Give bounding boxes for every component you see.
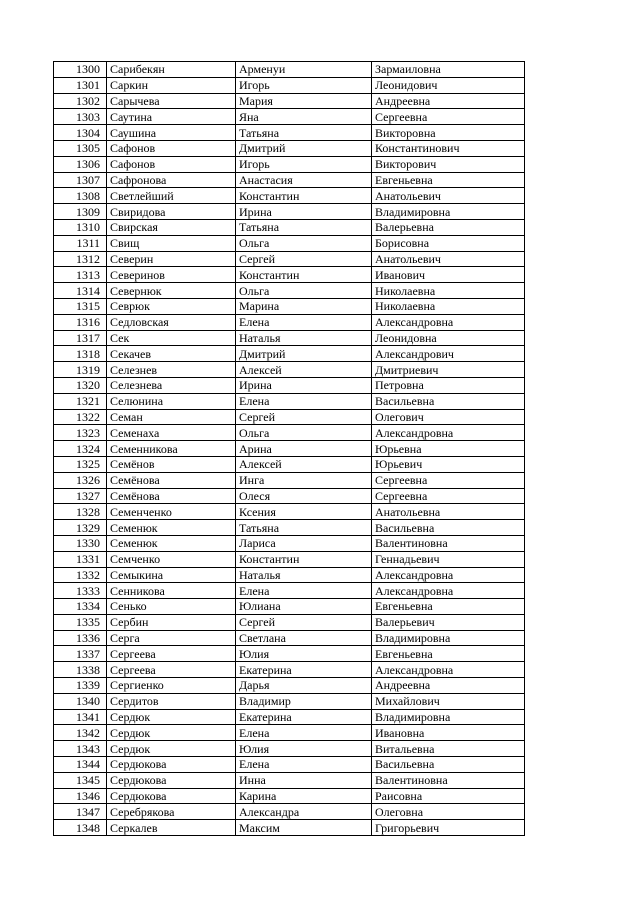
last-name-cell: Семан [107, 409, 236, 425]
patronymic-cell: Викторович [372, 156, 525, 172]
first-name-cell: Олеся [236, 488, 372, 504]
first-name-cell: Сергей [236, 409, 372, 425]
patronymic-cell: Петровна [372, 377, 525, 393]
patronymic-cell: Евгеньевна [372, 172, 525, 188]
last-name-cell: Серебрякова [107, 804, 236, 820]
patronymic-cell: Валерьевна [372, 219, 525, 235]
first-name-cell: Ирина [236, 204, 372, 220]
last-name-cell: Свирская [107, 219, 236, 235]
last-name-cell: Сафонов [107, 140, 236, 156]
first-name-cell: Татьяна [236, 520, 372, 536]
last-name-cell: Северин [107, 251, 236, 267]
patronymic-cell: Анатольевич [372, 251, 525, 267]
last-name-cell: Семёнова [107, 472, 236, 488]
first-name-cell: Юлия [236, 741, 372, 757]
table-row [54, 125, 525, 141]
last-name-cell: Свищ [107, 235, 236, 251]
table-row [54, 788, 525, 804]
table-row [54, 614, 525, 630]
patronymic-cell: Анатольевич [372, 188, 525, 204]
last-name-cell: Сек [107, 330, 236, 346]
first-name-cell: Елена [236, 725, 372, 741]
first-name-cell: Владимир [236, 693, 372, 709]
first-name-cell: Дмитрий [236, 140, 372, 156]
last-name-cell: Семыкина [107, 567, 236, 583]
row-number-cell: 1342 [54, 725, 107, 741]
last-name-cell: Сердюкова [107, 772, 236, 788]
table-row [54, 172, 525, 188]
patronymic-cell: Зармаиловна [372, 62, 525, 78]
roster-table-body [54, 62, 525, 836]
row-number-cell: 1341 [54, 709, 107, 725]
first-name-cell: Татьяна [236, 219, 372, 235]
row-number-cell: 1311 [54, 235, 107, 251]
table-row [54, 709, 525, 725]
last-name-cell: Семёнов [107, 456, 236, 472]
row-number-cell: 1320 [54, 377, 107, 393]
row-number-cell: 1301 [54, 77, 107, 93]
patronymic-cell: Константинович [372, 140, 525, 156]
last-name-cell: Сергеева [107, 662, 236, 678]
patronymic-cell: Олегович [372, 409, 525, 425]
row-number-cell: 1335 [54, 614, 107, 630]
table-row [54, 77, 525, 93]
row-number-cell: 1343 [54, 741, 107, 757]
row-number-cell: 1332 [54, 567, 107, 583]
patronymic-cell: Юрьевна [372, 441, 525, 457]
table-row [54, 504, 525, 520]
patronymic-cell: Васильевна [372, 757, 525, 773]
patronymic-cell: Валерьевич [372, 614, 525, 630]
row-number-cell: 1329 [54, 520, 107, 536]
patronymic-cell: Александровна [372, 662, 525, 678]
patronymic-cell: Александровна [372, 314, 525, 330]
table-row [54, 283, 525, 299]
table-row [54, 599, 525, 615]
table-row [54, 535, 525, 551]
last-name-cell: Семченко [107, 551, 236, 567]
table-row [54, 235, 525, 251]
first-name-cell: Константин [236, 551, 372, 567]
first-name-cell: Сергей [236, 614, 372, 630]
table-row [54, 551, 525, 567]
row-number-cell: 1340 [54, 693, 107, 709]
patronymic-cell: Борисовна [372, 235, 525, 251]
last-name-cell: Седловская [107, 314, 236, 330]
first-name-cell: Константин [236, 267, 372, 283]
table-row [54, 725, 525, 741]
table-row [54, 251, 525, 267]
first-name-cell: Марина [236, 298, 372, 314]
table-row [54, 188, 525, 204]
row-number-cell: 1306 [54, 156, 107, 172]
patronymic-cell: Валентиновна [372, 535, 525, 551]
patronymic-cell: Леонидович [372, 77, 525, 93]
patronymic-cell: Сергеевна [372, 109, 525, 125]
row-number-cell: 1345 [54, 772, 107, 788]
last-name-cell: Сенникова [107, 583, 236, 599]
first-name-cell: Константин [236, 188, 372, 204]
patronymic-cell: Александровна [372, 567, 525, 583]
patronymic-cell: Олеговна [372, 804, 525, 820]
row-number-cell: 1300 [54, 62, 107, 78]
row-number-cell: 1318 [54, 346, 107, 362]
table-row [54, 298, 525, 314]
row-number-cell: 1331 [54, 551, 107, 567]
first-name-cell: Мария [236, 93, 372, 109]
last-name-cell: Сафонов [107, 156, 236, 172]
patronymic-cell: Иванович [372, 267, 525, 283]
table-row [54, 741, 525, 757]
patronymic-cell: Евгеньевна [372, 599, 525, 615]
row-number-cell: 1337 [54, 646, 107, 662]
row-number-cell: 1310 [54, 219, 107, 235]
last-name-cell: Селезнева [107, 377, 236, 393]
patronymic-cell: Александровна [372, 425, 525, 441]
last-name-cell: Селезнев [107, 362, 236, 378]
last-name-cell: Серкалев [107, 820, 236, 836]
first-name-cell: Елена [236, 583, 372, 599]
patronymic-cell: Николаевна [372, 298, 525, 314]
row-number-cell: 1305 [54, 140, 107, 156]
table-row [54, 219, 525, 235]
row-number-cell: 1321 [54, 393, 107, 409]
first-name-cell: Юлия [236, 646, 372, 662]
last-name-cell: Сергиенко [107, 678, 236, 694]
row-number-cell: 1334 [54, 599, 107, 615]
last-name-cell: Севрюк [107, 298, 236, 314]
row-number-cell: 1326 [54, 472, 107, 488]
first-name-cell: Лариса [236, 535, 372, 551]
row-number-cell: 1302 [54, 93, 107, 109]
first-name-cell: Екатерина [236, 662, 372, 678]
table-row [54, 488, 525, 504]
table-row [54, 804, 525, 820]
row-number-cell: 1314 [54, 283, 107, 299]
first-name-cell: Алексей [236, 456, 372, 472]
patronymic-cell: Раисовна [372, 788, 525, 804]
row-number-cell: 1319 [54, 362, 107, 378]
patronymic-cell: Юрьевич [372, 456, 525, 472]
first-name-cell: Ольга [236, 235, 372, 251]
row-number-cell: 1304 [54, 125, 107, 141]
row-number-cell: 1325 [54, 456, 107, 472]
row-number-cell: 1317 [54, 330, 107, 346]
table-row [54, 409, 525, 425]
last-name-cell: Секачев [107, 346, 236, 362]
row-number-cell: 1346 [54, 788, 107, 804]
first-name-cell: Елена [236, 757, 372, 773]
patronymic-cell: Васильевна [372, 520, 525, 536]
row-number-cell: 1315 [54, 298, 107, 314]
patronymic-cell: Николаевна [372, 283, 525, 299]
table-row [54, 456, 525, 472]
last-name-cell: Сарычева [107, 93, 236, 109]
first-name-cell: Елена [236, 314, 372, 330]
last-name-cell: Семёнова [107, 488, 236, 504]
table-row [54, 156, 525, 172]
table-row [54, 62, 525, 78]
first-name-cell: Инга [236, 472, 372, 488]
last-name-cell: Саутина [107, 109, 236, 125]
first-name-cell: Александра [236, 804, 372, 820]
patronymic-cell: Сергеевна [372, 488, 525, 504]
patronymic-cell: Владимировна [372, 709, 525, 725]
table-row [54, 520, 525, 536]
row-number-cell: 1324 [54, 441, 107, 457]
last-name-cell: Семенюк [107, 520, 236, 536]
table-row [54, 646, 525, 662]
table-row [54, 630, 525, 646]
last-name-cell: Сарибекян [107, 62, 236, 78]
roster-table [53, 61, 525, 836]
table-row [54, 425, 525, 441]
row-number-cell: 1327 [54, 488, 107, 504]
first-name-cell: Игорь [236, 77, 372, 93]
table-row [54, 93, 525, 109]
last-name-cell: Серга [107, 630, 236, 646]
row-number-cell: 1333 [54, 583, 107, 599]
table-row [54, 314, 525, 330]
row-number-cell: 1339 [54, 678, 107, 694]
last-name-cell: Сердюкова [107, 757, 236, 773]
first-name-cell: Юлиана [236, 599, 372, 615]
last-name-cell: Северинов [107, 267, 236, 283]
row-number-cell: 1328 [54, 504, 107, 520]
row-number-cell: 1338 [54, 662, 107, 678]
patronymic-cell: Геннадьевич [372, 551, 525, 567]
patronymic-cell: Витальевна [372, 741, 525, 757]
last-name-cell: Селюнина [107, 393, 236, 409]
row-number-cell: 1313 [54, 267, 107, 283]
first-name-cell: Дарья [236, 678, 372, 694]
table-row [54, 772, 525, 788]
patronymic-cell: Евгеньевна [372, 646, 525, 662]
patronymic-cell: Александрович [372, 346, 525, 362]
patronymic-cell: Андреевна [372, 678, 525, 694]
table-row [54, 109, 525, 125]
table-row [54, 678, 525, 694]
patronymic-cell: Валентиновна [372, 772, 525, 788]
first-name-cell: Ксения [236, 504, 372, 520]
patronymic-cell: Ивановна [372, 725, 525, 741]
patronymic-cell: Владимировна [372, 630, 525, 646]
table-row [54, 362, 525, 378]
row-number-cell: 1330 [54, 535, 107, 551]
first-name-cell: Инна [236, 772, 372, 788]
first-name-cell: Игорь [236, 156, 372, 172]
table-row [54, 472, 525, 488]
last-name-cell: Сердюкова [107, 788, 236, 804]
row-number-cell: 1344 [54, 757, 107, 773]
first-name-cell: Яна [236, 109, 372, 125]
first-name-cell: Дмитрий [236, 346, 372, 362]
patronymic-cell: Андреевна [372, 93, 525, 109]
table-row [54, 377, 525, 393]
first-name-cell: Максим [236, 820, 372, 836]
row-number-cell: 1336 [54, 630, 107, 646]
table-row [54, 346, 525, 362]
patronymic-cell: Викторовна [372, 125, 525, 141]
row-number-cell: 1308 [54, 188, 107, 204]
table-row [54, 820, 525, 836]
table-row [54, 204, 525, 220]
first-name-cell: Арина [236, 441, 372, 457]
row-number-cell: 1307 [54, 172, 107, 188]
last-name-cell: Светлейший [107, 188, 236, 204]
first-name-cell: Арменуи [236, 62, 372, 78]
row-number-cell: 1348 [54, 820, 107, 836]
first-name-cell: Сергей [236, 251, 372, 267]
patronymic-cell: Дмитриевич [372, 362, 525, 378]
row-number-cell: 1303 [54, 109, 107, 125]
table-row [54, 393, 525, 409]
first-name-cell: Екатерина [236, 709, 372, 725]
table-row [54, 567, 525, 583]
last-name-cell: Саркин [107, 77, 236, 93]
row-number-cell: 1312 [54, 251, 107, 267]
patronymic-cell: Сергеевна [372, 472, 525, 488]
table-row [54, 662, 525, 678]
table-row [54, 441, 525, 457]
patronymic-cell: Леонидовна [372, 330, 525, 346]
last-name-cell: Саушина [107, 125, 236, 141]
row-number-cell: 1309 [54, 204, 107, 220]
first-name-cell: Татьяна [236, 125, 372, 141]
first-name-cell: Ольга [236, 283, 372, 299]
last-name-cell: Сергеева [107, 646, 236, 662]
first-name-cell: Карина [236, 788, 372, 804]
first-name-cell: Ирина [236, 377, 372, 393]
patronymic-cell: Григорьевич [372, 820, 525, 836]
patronymic-cell: Анатольевна [372, 504, 525, 520]
last-name-cell: Семенаха [107, 425, 236, 441]
last-name-cell: Сафронова [107, 172, 236, 188]
last-name-cell: Сердюк [107, 741, 236, 757]
last-name-cell: Семенченко [107, 504, 236, 520]
first-name-cell: Анастасия [236, 172, 372, 188]
last-name-cell: Сердюк [107, 709, 236, 725]
first-name-cell: Ольга [236, 425, 372, 441]
table-row [54, 693, 525, 709]
last-name-cell: Сердюк [107, 725, 236, 741]
row-number-cell: 1322 [54, 409, 107, 425]
table-row [54, 583, 525, 599]
row-number-cell: 1347 [54, 804, 107, 820]
first-name-cell: Наталья [236, 567, 372, 583]
last-name-cell: Семенюк [107, 535, 236, 551]
patronymic-cell: Александровна [372, 583, 525, 599]
last-name-cell: Семенникова [107, 441, 236, 457]
first-name-cell: Наталья [236, 330, 372, 346]
table-row [54, 140, 525, 156]
first-name-cell: Светлана [236, 630, 372, 646]
last-name-cell: Сербин [107, 614, 236, 630]
table-row [54, 757, 525, 773]
table-row [54, 330, 525, 346]
patronymic-cell: Михайлович [372, 693, 525, 709]
patronymic-cell: Васильевна [372, 393, 525, 409]
last-name-cell: Сердитов [107, 693, 236, 709]
table-row [54, 267, 525, 283]
first-name-cell: Елена [236, 393, 372, 409]
last-name-cell: Сенько [107, 599, 236, 615]
patronymic-cell: Владимировна [372, 204, 525, 220]
last-name-cell: Свиридова [107, 204, 236, 220]
last-name-cell: Севернюк [107, 283, 236, 299]
row-number-cell: 1316 [54, 314, 107, 330]
first-name-cell: Алексей [236, 362, 372, 378]
row-number-cell: 1323 [54, 425, 107, 441]
